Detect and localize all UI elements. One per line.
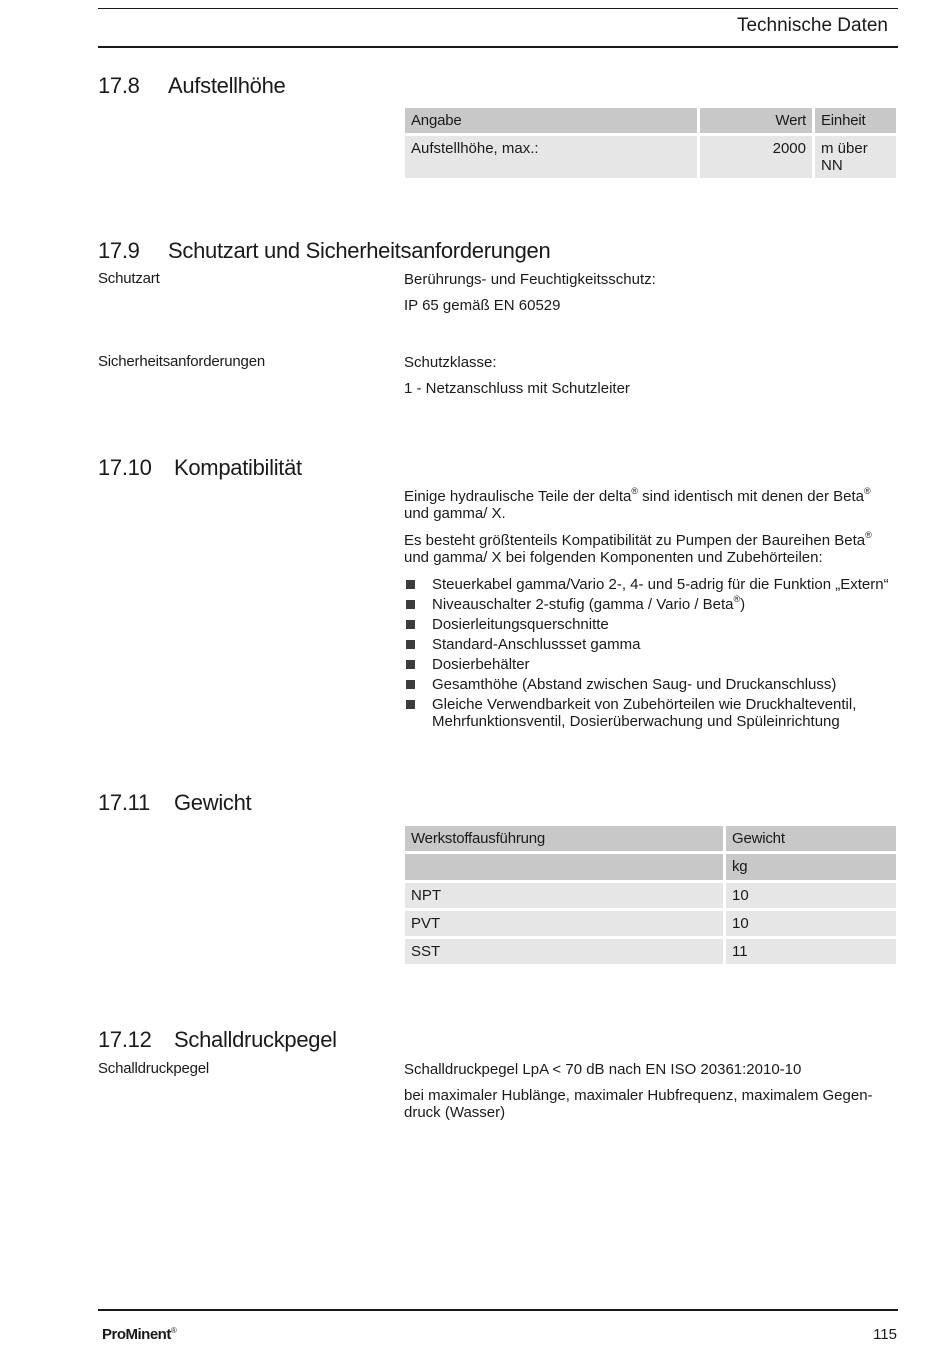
section-number: 17.9 [98, 238, 140, 263]
registered-mark: ® [865, 530, 872, 540]
table-cell: NPT [405, 883, 723, 908]
section-title: Schutzart und Sicherheitsanforderungen [168, 238, 551, 263]
text-run: und gamma/ X bei folgenden Komponenten und Zubehörteilen: [404, 549, 823, 566]
section-number: 17.10 [98, 455, 152, 480]
body-text: Schutzklasse: [404, 354, 497, 371]
list-item [404, 616, 894, 633]
square-bullet-icon [406, 640, 415, 649]
compat-paragraph-2 [404, 532, 894, 566]
square-bullet-icon [406, 700, 415, 709]
table-cell: SST [405, 939, 723, 964]
table-cell: PVT [405, 911, 723, 936]
table-cell: 2000 [700, 136, 812, 178]
installation-height-table [402, 105, 899, 181]
body-text: IP 65 gemäß EN 60529 [404, 297, 561, 314]
section-number: 17.11 [98, 790, 150, 815]
section-number: 17.8 [98, 73, 140, 98]
compat-paragraph-1 [404, 488, 894, 522]
registered-mark: ® [863, 486, 871, 496]
table-header-cell: Wert [700, 108, 812, 133]
list-item [404, 696, 894, 730]
compat-bullet-list [404, 576, 894, 733]
side-label: Sicherheitsanforderungen [98, 353, 265, 370]
text-run: Es besteht größtenteils Kompatibilität zu Pumpen der Baureihen Beta [404, 532, 866, 549]
table-cell: Aufstellhöhe, max.: [405, 136, 697, 178]
body-text: Berührungs- und Feuchtigkeitsschutz: [404, 271, 656, 288]
table-row [405, 136, 896, 178]
table-header-row [405, 826, 896, 851]
registered-mark: ® [170, 1326, 177, 1335]
registered-mark: ® [631, 486, 639, 496]
list-item [404, 656, 894, 673]
list-item-text: Standard-Anschlussset gamma [432, 636, 641, 653]
header-top-rule [98, 8, 898, 9]
list-item-text: Steuerkabel gamma/Vario 2-, 4- und 5-adrig für die Funktion „Extern“ [432, 576, 889, 593]
table-cell: 10 [726, 883, 896, 908]
text-run: Einige hydraulische Teile der delta [404, 488, 632, 505]
table-cell: 10 [726, 911, 896, 936]
section-title: Gewicht [174, 790, 252, 815]
table-row [405, 911, 896, 936]
body-text: bei maximaler Hublänge, maximaler Hubfrequenz, maximalem Gegen-druck (Wasser) [404, 1087, 873, 1121]
square-bullet-icon [406, 660, 415, 669]
text-run: und gamma/ X. [404, 505, 506, 522]
list-item [404, 676, 894, 693]
table-header-cell: kg [726, 854, 896, 880]
section-title: Kompatibilität [174, 455, 302, 480]
side-label: Schutzart [98, 270, 160, 287]
list-item [404, 596, 894, 613]
prominent-logo [102, 1326, 176, 1343]
list-item-text: ) [740, 596, 746, 613]
logo-text: ProMinent [102, 1326, 171, 1343]
table-cell: 11 [726, 939, 896, 964]
square-bullet-icon [406, 680, 415, 689]
table-header-cell: Einheit [815, 108, 896, 133]
list-item [404, 576, 894, 593]
table-row [405, 883, 896, 908]
body-text: 1 - Netzanschluss mit Schutzleiter [404, 380, 630, 397]
list-item-text: Dosierbehälter [432, 656, 530, 673]
table-header-cell: Werkstoffausführung [405, 826, 723, 851]
table-header-cell [405, 854, 723, 880]
table-header-cell: Gewicht [726, 826, 896, 851]
page-number: 115 [873, 1326, 897, 1343]
footer-rule [98, 1309, 898, 1311]
table-header-row [405, 108, 896, 133]
section-title: Schalldruckpegel [174, 1027, 337, 1052]
text-run: sind identisch mit denen der Beta [638, 488, 864, 505]
table-cell: m über NN [815, 136, 896, 178]
table-row [405, 939, 896, 964]
header-bottom-rule [98, 46, 898, 48]
table-unit-row [405, 854, 896, 880]
body-text: Schalldruckpegel LpA < 70 dB nach EN ISO 20361:2010-10 [404, 1061, 802, 1078]
section-title: Aufstellhöhe [168, 73, 286, 98]
list-item-text: Dosierleitungsquerschnitte [432, 616, 609, 633]
square-bullet-icon [406, 580, 415, 589]
section-number: 17.12 [98, 1027, 152, 1052]
weight-table [402, 823, 899, 967]
square-bullet-icon [406, 600, 415, 609]
list-item-text: Gesamthöhe (Abstand zwischen Saug- und Druckanschluss) [432, 676, 837, 693]
table-header-cell: Angabe [405, 108, 697, 133]
list-item-text: Gleiche Verwendbarkeit von Zubehörteilen wie Druckhalteventil, Mehrfunktionsventil, Dosierüberwachung und Spüleinrichtung [432, 696, 857, 730]
side-label: Schalldruckpegel [98, 1060, 210, 1077]
list-item [404, 636, 894, 653]
square-bullet-icon [406, 620, 415, 629]
running-header-title: Technische Daten [736, 15, 888, 36]
registered-mark: ® [733, 594, 741, 604]
list-item-text: Niveauschalter 2-stufig (gamma / Vario / Beta [432, 596, 734, 613]
